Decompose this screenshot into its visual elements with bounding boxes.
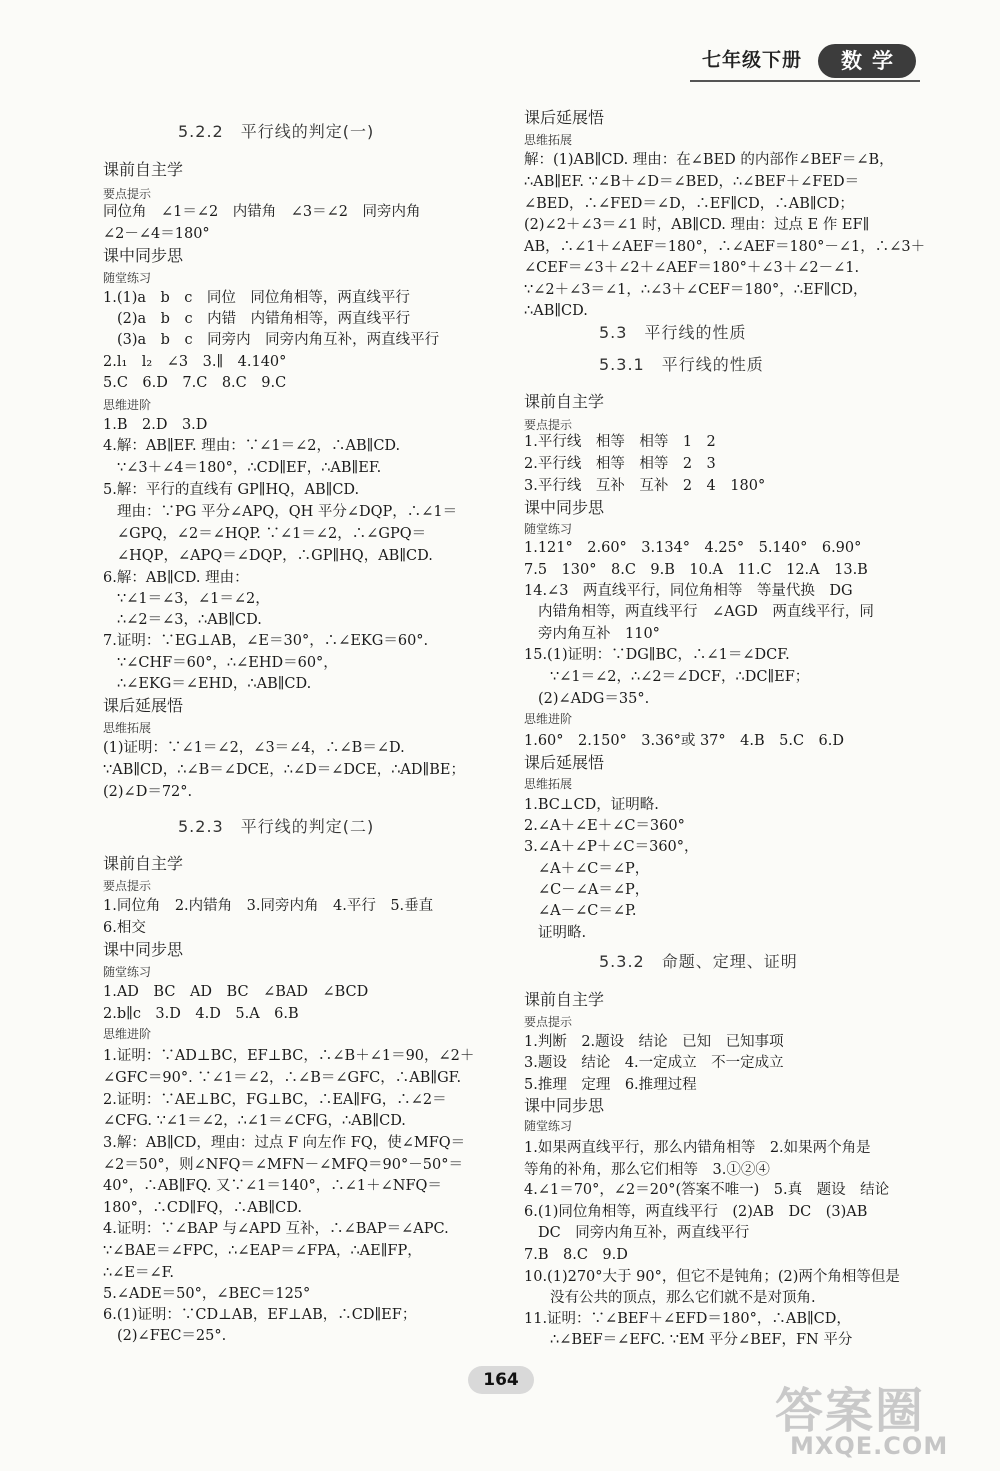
left_column-answer-line: 5.解：平行的直线有 GP∥HQ，AB∥CD. [103, 482, 360, 498]
right_column-answer-line: 1.60° 2.150° 3.36°或 37° 4.B 5.C 6.D [524, 733, 845, 749]
left_column-answer-line: ∴∠E＝∠F. [103, 1265, 175, 1281]
right_column-answer-line: 10.(1)270°大于 90°，但它不是钝角；(2)两个角相等但是 [524, 1269, 900, 1285]
left_column-answer-line: 40°，∴AB∥FQ. 又∵∠1＝140°，∴∠1＋∠NFQ＝ [103, 1178, 442, 1194]
right_column-answer-line: 旁内角互补 110° [538, 626, 660, 642]
right_column-answer-line: 1.判断 2.题设 结论 已知 已知事项 [524, 1034, 784, 1050]
grade-label: 七年级下册 [702, 49, 803, 71]
left_column-answer-line: ∵AB∥CD，∴∠B＝∠DCE，∴∠D＝∠DCE，∴AD∥BE； [103, 762, 465, 778]
right_column-answer-line: 1.BC⊥CD，证明略. [524, 797, 659, 813]
right_column-section-title: 5.3.2 命题、定理、证明 [599, 952, 798, 971]
left_column-answer-line: 2.b∥c 3.D 4.D 5.A 6.B [103, 1006, 299, 1022]
right_column-answer-line: 解：(1)AB∥CD. 理由：在∠BED 的内部作∠BEF＝∠B， [524, 152, 894, 168]
left_column-answer-line: ∵∠3＋∠4＝180°，∴CD∥EF，∴AB∥EF. [117, 460, 382, 476]
right_column-answer-line: (2)∠2＋∠3＝∠1 时，AB∥CD. 理由：过点 E 作 EF∥ [524, 217, 870, 233]
right_column-answer-line: 7.B 8.C 9.D [524, 1247, 628, 1263]
left_column-section-heading: 课前自主学 [103, 854, 184, 873]
left_column-answer-line: ∴∠EKG＝∠EHD，∴AB∥CD. [117, 676, 312, 692]
left_column-answer-line: (1)证明：∵∠1＝∠2，∠3＝∠4，∴∠B＝∠D. [103, 740, 405, 756]
left_column-answer-line: 1.(1)a b c 同位 同位角相等，两直线平行 [103, 290, 410, 306]
right_column-answer-line: 3.题设 结论 4.一定成立 不一定成立 [524, 1055, 784, 1071]
left_column-answer-line: 2.l₁ l₂ ∠3 3.∥ 4.140° [103, 354, 287, 370]
left_column-answer-line: 2.证明：∵AE⊥BC，FG⊥BC，∴EA∥FG，∴∠2＝ [103, 1092, 447, 1108]
right_column-answer-line: 1.如果两直线平行，那么内错角相等 2.如果两个角是 [524, 1140, 871, 1156]
right_column-answer-line: ∵∠2＋∠3＝∠1，∴∠3＋∠CEF＝180°，∴EF∥CD， [524, 282, 868, 298]
left_column-subheading: 随堂练习 [103, 271, 152, 285]
left_column-section-heading: 课中同步思 [103, 246, 184, 265]
left_column-answer-line: 7.证明：∵EG⊥AB，∠E＝30°，∴∠EKG＝60°. [103, 633, 429, 649]
left_column-answer-line: 6.(1)证明：∵CD⊥AB，EF⊥AB，∴CD∥EF； [103, 1307, 417, 1323]
left_column-subheading: 思维进阶 [103, 398, 152, 412]
left_column-answer-line: (3)a b c 同旁内 同旁内角互补，两直线平行 [117, 332, 440, 348]
left_column-answer-line: ∠CFG. ∵∠1＝∠2，∴∠1＝∠CFG，∴AB∥CD. [103, 1113, 406, 1129]
left_column-answer-line: ∠GFC＝90°. ∵∠1＝∠2，∴∠B＝∠GFC，∴AB∥GF. [103, 1070, 462, 1086]
right_column-answer-line: ∠CEF＝∠3＋∠2＋∠AEF＝180°＋∠3＋∠2－∠1. [524, 260, 860, 276]
right_column-answer-line: 3.∠A＋∠P＋∠C＝360°， [524, 839, 699, 855]
left_column-subheading: 思维拓展 [103, 721, 152, 735]
right_column-answer-line: 没有公共的顶点，那么它们就不是对顶角. [550, 1290, 816, 1306]
right_column-subheading: 思维拓展 [524, 777, 573, 791]
right_column-answer-line: 等角的补角，那么它们相等 3.①②④ [524, 1162, 770, 1178]
left_column-answer-line: (2)∠FEC＝25°. [117, 1328, 227, 1344]
right_column-section-heading: 课前自主学 [524, 990, 605, 1009]
watermark-site: MXQE.COM [790, 1432, 949, 1460]
right_column-section-title: 5.3 平行线的性质 [599, 323, 747, 342]
right_column-answer-line: ∵∠1＝∠2，∴∠2＝∠DCF，∴DC∥EF； [550, 669, 810, 685]
right_column-answer-line: 3.平行线 互补 互补 2 4 180° [524, 478, 766, 494]
left_column-answer-line: 理由：∵PG 平分∠APQ，QH 平分∠DQP，∴∠1＝ [117, 504, 458, 520]
right_column-answer-line: 2.平行线 相等 相等 2 3 [524, 456, 716, 472]
page-number: 164 [468, 1366, 534, 1394]
right_column-answer-line: ∠A＋∠C＝∠P， [538, 861, 650, 877]
left_column-answer-line: (2)∠D＝72°. [103, 784, 193, 800]
left_column-answer-line: 1.B 2.D 3.D [103, 417, 208, 433]
left_column-answer-line: 6.相交 [103, 920, 146, 936]
right_column-answer-line: DC 同旁内角互补，两直线平行 [538, 1225, 750, 1241]
right_column-answer-line: ∠A－∠C＝∠P. [538, 903, 637, 919]
left_column-answer-line: 5.∠ADE＝50°，∠BEC＝125° [103, 1286, 311, 1302]
right_column-section-heading: 课后延展悟 [524, 753, 605, 772]
right_column-section-heading: 课中同步思 [524, 1096, 605, 1115]
right_column-answer-line: 4.∠1＝70°，∠2＝20°(答案不唯一) 5.真 题设 结论 [524, 1182, 890, 1198]
left_column-answer-line: 3.解：AB∥CD，理由：过点 F 向左作 FQ，使∠MFQ＝ [103, 1135, 466, 1151]
right_column-answer-line: 1.平行线 相等 相等 1 2 [524, 434, 716, 450]
left_column-answer-line: ∴∠2＝∠3，∴AB∥CD. [117, 612, 262, 628]
left_column-answer-line: ∵∠CHF＝60°，∴∠EHD＝60°， [117, 655, 338, 671]
left_column-answer-line: ∠2＝50°，则∠NFQ＝∠MFN－∠MFQ＝90°－50°＝ [103, 1157, 463, 1173]
left_column-subheading: 要点提示 [103, 879, 152, 893]
left_column-answer-line: ∠GPQ，∠2＝∠HQP. ∵∠1＝∠2，∴∠GPQ＝ [117, 526, 427, 542]
left_column-answer-line: ∠HQP，∠APQ＝∠DQP，∴GP∥HQ，AB∥CD. [117, 548, 433, 564]
left_column-subheading: 思维进阶 [103, 1027, 152, 1041]
left_column-answer-line: 1.AD BC AD BC ∠BAD ∠BCD [103, 984, 369, 1000]
right_column-answer-line: 7.5 130° 8.C 9.B 10.A 11.C 12.A 13.B [524, 562, 868, 578]
right_column-subheading: 思维进阶 [524, 712, 573, 726]
right_column-subheading: 随堂练习 [524, 522, 573, 536]
subject-badge: 数学 [818, 44, 916, 78]
left_column-section-title: 5.2.3 平行线的判定(二) [178, 817, 375, 836]
right_column-answer-line: 11.证明：∵∠BEF＋∠EFD＝180°，∴AB∥CD， [524, 1311, 851, 1327]
right_column-subheading: 思维拓展 [524, 133, 573, 147]
right_column-answer-line: 证明略. [538, 925, 587, 941]
watermark-logo: 答案圈 [775, 1383, 926, 1439]
right_column-section-heading: 课后延展悟 [524, 108, 605, 127]
left_column-answer-line: ∵∠BAE＝∠FPC，∴∠EAP＝∠FPA，∴AE∥FP， [103, 1243, 422, 1259]
right_column-section-heading: 课前自主学 [524, 392, 605, 411]
right_column-answer-line: ∠C－∠A＝∠P， [538, 882, 650, 898]
left_column-answer-line: ∵∠1＝∠3，∠1＝∠2， [117, 591, 270, 607]
left_column-section-title: 5.2.2 平行线的判定(一) [178, 122, 375, 141]
left_column-answer-line: 6.解：AB∥CD. 理由： [103, 570, 249, 586]
right_column-subheading: 随堂练习 [524, 1119, 573, 1133]
left_column-answer-line: 同位角 ∠1＝∠2 内错角 ∠3＝∠2 同旁内角 [103, 204, 421, 220]
right_column-answer-line: 14.∠3 两直线平行，同位角相等 等量代换 DG [524, 583, 853, 599]
right_column-answer-line: 1.121° 2.60° 3.134° 4.25° 5.140° 6.90° [524, 540, 862, 556]
left_column-answer-line: 180°，∴CD∥FQ，∴AB∥CD. [103, 1200, 302, 1216]
right_column-answer-line: AB，∴∠1＋∠AEF＝180°，∴∠AEF＝180°－∠1，∴∠3＋ [524, 239, 926, 255]
right_column-answer-line: ∠BED，∴∠FED＝∠D，∴EF∥CD，∴AB∥CD； [524, 196, 854, 212]
left_column-section-heading: 课中同步思 [103, 940, 184, 959]
right_column-section-title: 5.3.1 平行线的性质 [599, 355, 764, 374]
left_column-section-heading: 课后延展悟 [103, 696, 184, 715]
right_column-answer-line: ∴∠BEF＝∠EFC. ∵EM 平分∠BEF，FN 平分 [550, 1332, 853, 1348]
right_column-subheading: 要点提示 [524, 1015, 573, 1029]
left_column-answer-line: 1.证明：∵AD⊥BC，EF⊥BC，∴∠B＋∠1＝90，∠2＋ [103, 1048, 475, 1064]
left_column-subheading: 要点提示 [103, 187, 152, 201]
right_column-answer-line: 内错角相等，两直线平行 ∠AGD 两直线平行，同 [538, 604, 874, 620]
left_column-answer-line: ∠2－∠4＝180° [103, 226, 210, 242]
left_column-answer-line: 1.同位角 2.内错角 3.同旁内角 4.平行 5.垂直 [103, 898, 434, 914]
right_column-answer-line: 6.(1)同位角相等，两直线平行 (2)AB DC (3)AB [524, 1204, 868, 1220]
right_column-answer-line: 5.推理 定理 6.推理过程 [524, 1077, 697, 1093]
left_column-subheading: 随堂练习 [103, 965, 152, 979]
left_column-answer-line: (2)a b c 内错 内错角相等，两直线平行 [117, 311, 411, 327]
left_column-answer-line: 4.证明：∵∠BAP 与∠APD 互补，∴∠BAP＝∠APC. [103, 1221, 449, 1237]
left_column-answer-line: 5.C 6.D 7.C 8.C 9.C [103, 375, 287, 391]
right_column-subheading: 要点提示 [524, 418, 573, 432]
right_column-answer-line: ∴AB∥EF. ∵∠B＋∠D＝∠BED，∴∠BEF＋∠FED＝ [524, 174, 860, 190]
right_column-section-heading: 课中同步思 [524, 498, 605, 517]
header-rule [690, 80, 920, 82]
right_column-answer-line: (2)∠ADG＝35°. [538, 691, 650, 707]
left_column-section-heading: 课前自主学 [103, 160, 184, 179]
right_column-answer-line: ∴AB∥CD. [524, 303, 588, 319]
left_column-answer-line: 4.解：AB∥EF. 理由：∵∠1＝∠2，∴AB∥CD. [103, 438, 401, 454]
right_column-answer-line: 15.(1)证明：∵DG∥BC，∴∠1＝∠DCF. [524, 647, 790, 663]
right_column-answer-line: 2.∠A＋∠E＋∠C＝360° [524, 818, 685, 834]
